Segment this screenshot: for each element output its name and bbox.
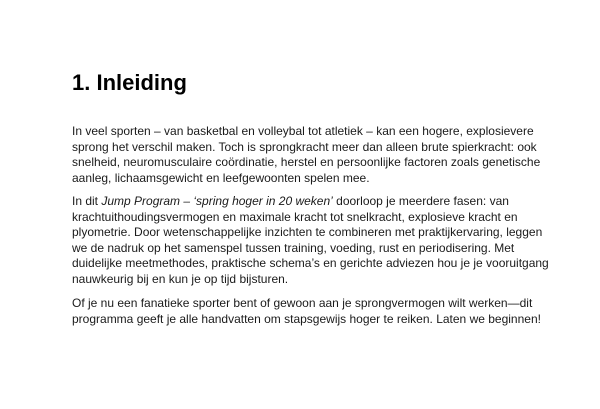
program-title-emphasis: Jump Program – ‘spring hoger in 20 weken’	[101, 194, 333, 208]
paragraph-line: Of je nu een fanatieke sporter bent of gewoon aan je sprongvermogen wilt werken—dit	[72, 296, 533, 310]
paragraph-line: krachtuithoudingsvermogen en maximale kracht tot snelkracht, explosieve kracht en	[72, 209, 518, 224]
paragraph-line: nauwkeurig bij en kun je op tijd bijsturen.	[72, 271, 289, 286]
paragraph-closing	[72, 296, 542, 327]
paragraph-line: duidelijke meetmethodes, praktische schema’s en gerichte adviezen hou je je vooruitgang	[72, 256, 549, 271]
paragraph-program	[72, 194, 549, 288]
paragraph-line: aanleg, lichaamsgewicht en leefgewoonten spelen mee.	[72, 170, 370, 185]
paragraph-line: we de nadruk op het samenspel tussen training, voeding, rust en periodisering. Met	[72, 240, 515, 255]
paragraph-line: plyometrie. Door wetenschappelijke inzichten te combineren met praktijkervaring, leggen	[72, 225, 543, 240]
paragraph-line: sprong het verschil maken. Toch is sprongkracht meer dan alleen brute spierkracht: ook	[72, 139, 537, 154]
paragraph-line: programma geeft je alle handvatten om stapsgewijs hoger te reiken. Laten we beginnen!	[72, 311, 541, 326]
paragraph-line	[72, 194, 542, 210]
line-prefix: In dit	[72, 194, 102, 208]
section-heading: 1. Inleiding	[72, 70, 187, 95]
paragraph-line: snelheid, neuromusculaire coördinatie, herstel en persoonlijke factoren zoals genetische	[72, 155, 541, 170]
line-suffix: doorloop je meerdere fasen: van	[332, 194, 509, 208]
paragraph-line: In veel sporten – van basketbal en volleybal tot atletiek – kan een hogere, explosievere	[72, 124, 534, 138]
paragraph-intro	[72, 124, 542, 186]
